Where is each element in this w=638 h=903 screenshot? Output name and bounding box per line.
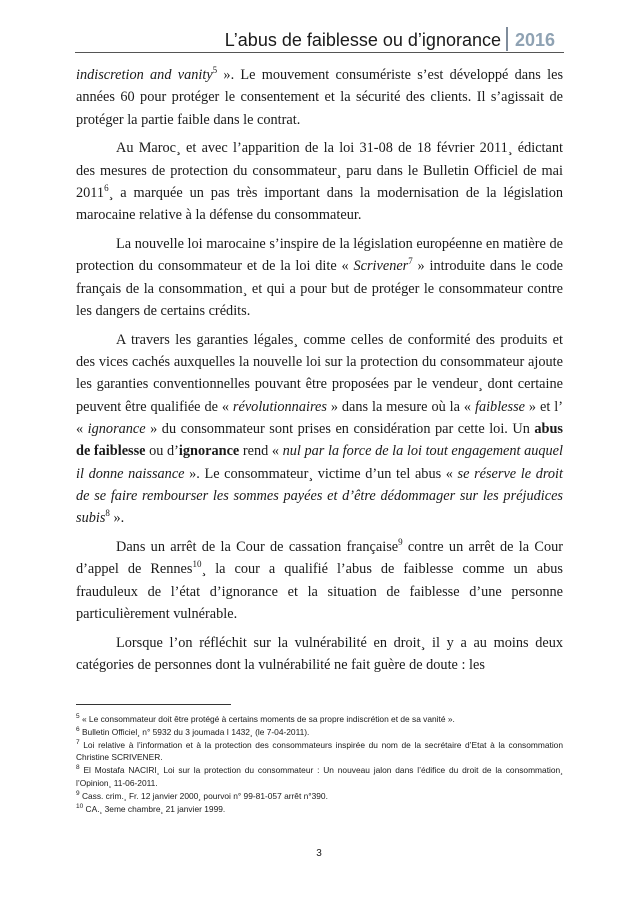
text-run: Au Maroc¸ et avec l’apparition de la loi 31-08 de 18 février 2011¸ édictant des mesures de protection du consommateur¸ paru dans le Bulletin Officiel de mai 2011 [76, 140, 563, 201]
bold-text: ignorance [178, 443, 240, 460]
footnote-text: Cass. crim.¸ Fr. 12 janvier 2000¸ pourvoi n° 99-81-057 arrêt n°390. [79, 790, 328, 801]
italic-text: se réserve le droit de se faire rembourser les sommes payées et d’être dédommager sur les préjudices subis [76, 465, 563, 527]
italic-text: indiscretion and vanity [76, 67, 213, 83]
footnotes [76, 713, 563, 815]
italic-text: Scrivener [353, 258, 409, 275]
footnote-number: 9 [76, 789, 80, 797]
footnote-text: « Le consommateur doit être protégé à certains moments de sa propre indiscrétion et de sa vanité ». [79, 714, 455, 724]
footnote-ref-5[interactable]: 5 [212, 65, 218, 76]
footnote-text: Loi relative à l’information et à la protection des consommateurs inspirée du nom de la secrétaire d’Etat à la consommation Christine SCRIVENER. [76, 739, 563, 763]
header-title: L’abus de faiblesse ou d’ignorance [224, 30, 501, 50]
footnote-ref-6[interactable]: 6 [104, 183, 109, 194]
footnote-text: El Mostafa NACIRI¸ Loi sur la protection du consommateur : Un nouveau jalon dans l’édifice du droit de la consommation¸ l’Opinion¸ 11-06-2011. [76, 765, 563, 788]
text-run: contre un arrêt de la Cour d’appel de Rennes [76, 538, 563, 578]
footnote-9 [76, 790, 563, 803]
footnote-number: 10 [76, 802, 84, 810]
text-run: » et l’ « [76, 398, 563, 437]
footnote-separator [76, 704, 231, 705]
footnote-6 [76, 726, 563, 739]
bold-text: abus de faiblesse [76, 420, 563, 460]
footnote-5 [76, 713, 563, 726]
footnote-ref-9[interactable]: 9 [398, 537, 403, 548]
footnote-number: 8 [76, 764, 80, 772]
text-run: » du consommateur sont prises en considération par cette loi. Un [145, 420, 535, 437]
footnote-text: CA.¸ 3eme chambre¸ 21 janvier 1999. [83, 803, 226, 814]
italic-text: révolutionnaires [232, 398, 327, 415]
text-run: ». Le consommateur¸ victime d’un tel abus « [184, 465, 458, 482]
page-number: 3 [316, 848, 322, 859]
page-header [0, 0, 638, 56]
paragraph-3 [76, 233, 563, 322]
header-separator [506, 27, 508, 51]
footnote-number: 6 [76, 726, 80, 733]
header-year: 2016 [515, 30, 556, 50]
paragraph-6 [76, 632, 563, 677]
italic-text: ignorance [87, 420, 146, 437]
footnote-ref-7[interactable]: 7 [408, 256, 413, 267]
footnote-8 [76, 764, 563, 790]
text-run: ». [109, 510, 125, 527]
footnote-number: 7 [76, 738, 80, 746]
footnote-7 [76, 739, 563, 765]
paragraph-5 [76, 536, 563, 625]
text-run: » dans la mesure où la « [326, 398, 475, 415]
text-run: Dans un arrêt de la Cour de cassation française [116, 538, 399, 555]
footnote-text: Bulletin Officiel¸ n° 5932 du 3 joumada I 1432¸ (le 7-04-2011). [79, 726, 310, 737]
text-run: ¸ la cour a qualifié l’abus de faiblesse comme un abus frauduleux de l’état d’ignorance et la situation de faiblesse d’une personne particulièrement vulnérable. [76, 561, 563, 622]
paragraph-4 [76, 329, 563, 530]
text-run: ou d’ [145, 443, 179, 460]
footnote-ref-10[interactable]: 10 [192, 559, 202, 570]
paragraph-1 [76, 64, 563, 131]
text-run: A travers les garanties légales¸ comme celles de conformité des produits et des vices cachés auxquelles la nouvelle loi sur la protection du consommateur ajoute les garanties conventionnelles pouvant être proposées par le vendeur¸ dont certaine peuvent être qualifiée de « [76, 331, 563, 415]
footnote-ref-8[interactable]: 8 [105, 508, 110, 519]
text-run: » introduite dans le code français de la consommation¸ et qui a pour but de protéger le consommateur contre les dangers de certains crédits. [76, 258, 564, 319]
footnote-number: 5 [76, 713, 80, 721]
text-run: Lorsque l’on réfléchit sur la vulnérabilité en droit¸ il y a au moins deux catégories de personnes dont la vulnérabilité ne fait guère de doute : les [76, 634, 563, 673]
body-text [76, 64, 563, 683]
text-run: rend « [239, 443, 283, 460]
text-run: ¸ a marquée un pas très important dans la modernisation de la législation marocaine relative à la défense du consommateur. [76, 184, 563, 224]
italic-text: faiblesse [474, 398, 526, 415]
text-run: La nouvelle loi marocaine s’inspire de la législation européenne en matière de protection du consommateur et de la loi dite « [76, 236, 563, 275]
italic-text: nul par la force de la loi tout engagement auquel il donne naissance [76, 443, 564, 482]
paragraph-2 [76, 137, 563, 226]
header-rule [75, 52, 564, 53]
text-run: ». Le mouvement consumériste s’est développé dans les années 60 pour protéger le consentement et la sécurité des clients. Il s’agissait de protéger la partie faible dans le contrat. [76, 67, 564, 128]
footnote-10 [76, 803, 563, 816]
